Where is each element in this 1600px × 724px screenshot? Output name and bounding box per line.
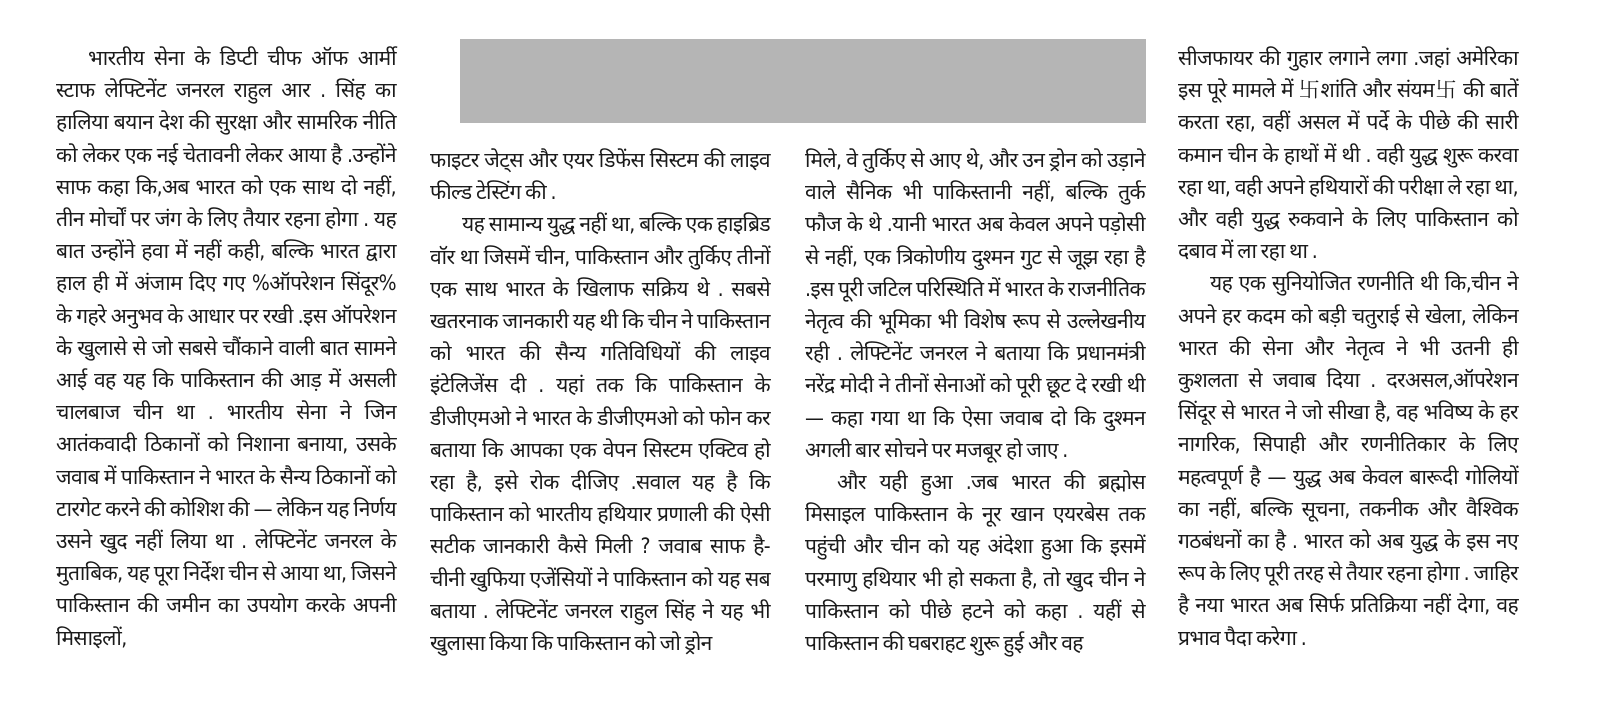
- paragraph: भारतीय सेना के डिप्टी चीफ ऑफ आर्मी स्टाफ लेफ्टिनेंट जनरल राहुल आर . सिंह का हालिया बयान देश की सुरक्षा और सामरिक नीति को लेकर एक नई चेतावनी लेकर आया है .उन्होंने साफ कहा कि,अब भारत को एक साथ दो नहीं, तीन मोर्चों पर जंग के लिए तैयार रहना होगा . यह बात उन्होंने हवा में नहीं कही, बल्कि भारत द्वारा हाल ही में अंजाम दिए गए %ऑपरेशन सिंदूर% के गहरे अनुभव के आधार पर रखी .इस ऑपरेशन के खुलासे से जो सबसे चौंकाने वाली बात सामने आई वह यह कि पाकिस्तान की आड़ में असली चालबाज चीन था . भारतीय सेना ने जिन आतंकवादी ठिकानों को निशाना बनाया, उसके जवाब में पाकिस्तान ने भारत के सैन्य ठिकानों को टारगेट करने की कोशिश की — लेकिन यह निर्णय उसने खुद नहीं लिया था . लेफ्टिनेंट जनरल के मुताबिक, यह पूरा निर्देश चीन से आया था, जिसने पाकिस्तान की जमीन का उपयोग करके अपनी मिसाइलों,: [56, 46, 396, 650]
- paragraph: मिले, वे तुर्किए से आए थे, और उन ड्रोन को उड़ाने वाले सैनिक भी पाकिस्तानी नहीं, बल्कि तुर्क फौज के थे .यानी भारत अब केवल अपने पड़ोसी से नहीं, एक त्रिकोणीय दुश्मन गुट से जूझ रहा है .इस पूरी जटिल परिस्थिति में भारत के राजनीतिक नेतृत्व की भूमिका भी विशेष रूप से उल्लेखनीय रही . लेफ्टिनेंट जनरल ने बताया कि प्रधानमंत्री नरेंद्र मोदी ने तीनों सेनाओं को पूरी छूट दे रखी थी — कहा गया था कि ऐसा जवाब दो कि दुश्मन अगली बार सोचने पर मजबूर हो जाए .: [805, 148, 1145, 462]
- paragraph: यह सामान्य युद्ध नहीं था, बल्कि एक हाइब्रिड वॉर था जिसमें चीन, पाकिस्तान और तुर्किए तीनों एक साथ भारत के खिलाफ सक्रिय थे . सबसे खतरनाक जानकारी यह थी कि चीन ने पाकिस्तान को भारत की सैन्य गतिविधियों की लाइव इंटेलिजेंस दी . यहां तक कि पाकिस्तान के डीजीएमओ ने भारत के डीजीएमओ को फोन कर बताया कि आपका एक वेपन सिस्टम एक्टिव हो रहा है, इसे रोक दीजिए .सवाल यह है कि पाकिस्तान को भारतीय हथियार प्रणाली की ऐसी सटीक जानकारी कैसे मिली ? जवाब साफ है- चीनी खुफिया एजेंसियों ने पाकिस्तान को यह सब बताया . लेफ्टिनेंट जनरल राहुल सिंह ने यह भी खुलासा किया कि पाकिस्तान को जो ड्रोन: [430, 212, 770, 656]
- paragraph: फाइटर जेट्स और एयर डिफेंस सिस्टम की लाइव फील्ड टेस्टिंग की .: [430, 148, 770, 205]
- article-column-1: [56, 42, 396, 654]
- article-column-3: [805, 144, 1145, 659]
- paragraph: और यही हुआ .जब भारत की ब्रह्मोस मिसाइल पाकिस्तान के नूर खान एयरबेस तक पहुंची और चीन को यह अंदेशा हुआ कि इसमें परमाणु हथियार भी हो सकता है, तो खुद चीन ने पाकिस्तान को पीछे हटने को कहा . यहीं से पाकिस्तान की घबराहट शुरू हुई और वह: [805, 470, 1145, 656]
- image-placeholder: [460, 39, 1146, 123]
- article-column-4: [1178, 42, 1518, 654]
- paragraph: सीजफायर की गुहार लगाने लगा .जहां अमेरिका इस पूरे मामले में 卐शांति और संयम卐 की बातें करता रहा, वहीं असल में पर्दे के पीछे की सारी कमान चीन के हाथों में थी . वही युद्ध शुरू करवा रहा था, वही अपने हथियारों की परीक्षा ले रहा था, और वही युद्ध रुकवाने के लिए पाकिस्तान को दबाव में ला रहा था .: [1178, 46, 1518, 264]
- paragraph: यह एक सुनियोजित रणनीति थी कि,चीन ने अपने हर कदम को बड़ी चतुराई से खेला, लेकिन भारत की सेना और नेतृत्व ने भी उतनी ही कुशलता से जवाब दिया . दरअसल,ऑपरेशन सिंदूर से भारत ने जो सीखा है, वह भविष्य के हर नागरिक, सिपाही और रणनीतिकार के लिए महत्वपूर्ण है — युद्ध अब केवल बारूदी गोलियों का नहीं, बल्कि सूचना, तकनीक और वैश्विक गठबंधनों का है . भारत को अब युद्ध के इस नए रूप के लिए पूरी तरह से तैयार रहना होगा . जाहिर है नया भारत अब सिर्फ प्रतिक्रिया नहीं देगा, वह प्रभाव पैदा करेगा .: [1178, 271, 1518, 650]
- article-column-2: [430, 144, 770, 659]
